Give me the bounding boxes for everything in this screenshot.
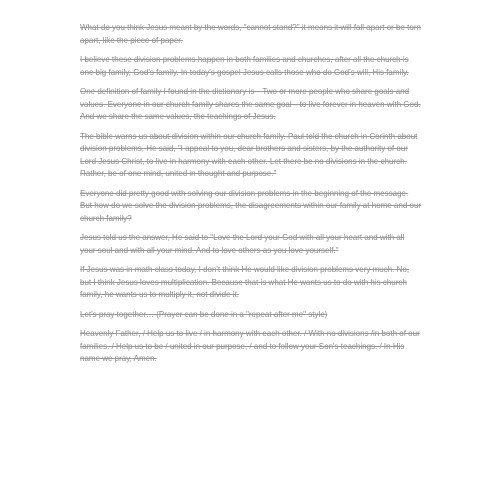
paragraph-5: Everyone did pretty good with solving our division problems in the beginning of the message. But how do we solve the division problems, the disagreements within our family at home and our church family?	[80, 188, 422, 223]
document-page	[80, 22, 422, 373]
paragraph-4: The bible warns us about division within our church family. Paul told the church in Corinth about division problems, He said, "I appeal to you, dear brothers and sisters, by the authority of our Lord Jesus Christ, to live in harmony with each other. Let there be no divisions in the church. Rather, be of one mind, united in thought and purpose."	[80, 131, 418, 178]
paragraph-1: What do you think Jesus meant by the words, "cannot stand?" it means it will fall apart or be torn apart, like the piece of paper.	[80, 23, 421, 45]
paragraph-7: If Jesus was in math class today, I don't think He would like division problems very much. No, but I think Jesus loves multiplication. Because that is what He wants us to do with his church family, he wants us to multiply it, not divide it.	[80, 265, 410, 299]
paragraph-9: Heavenly Father, / Help us to live / in harmony with each other. / With no divisions /in both of our families. / Help us to be / united in our purpose, / and to follow your Son's teachings. / In His name we pray, Amen.	[80, 329, 420, 363]
paragraph-3: One definition of family I found in the dictionary is—Two or more people who share goals and values. Everyone in our church family shares the same goal—to live forever in heaven with God. And we share the same values, the teachings of Jesus.	[80, 87, 421, 121]
paragraph-2: I believe these division problems happen in both families and churches, after all the church is one big family, God's family. In today's gospel Jesus calls those who do God's will, His family.	[80, 55, 409, 77]
paragraph-8: Let's pray together… (Prayer can be done in a "repeat after me" style)	[80, 309, 328, 319]
paragraph-6: Jesus told us the answer, He said to "Love the Lord your God with all your heart and with all your soul and with all your mind. And to love others as you love yourself."	[80, 233, 405, 255]
